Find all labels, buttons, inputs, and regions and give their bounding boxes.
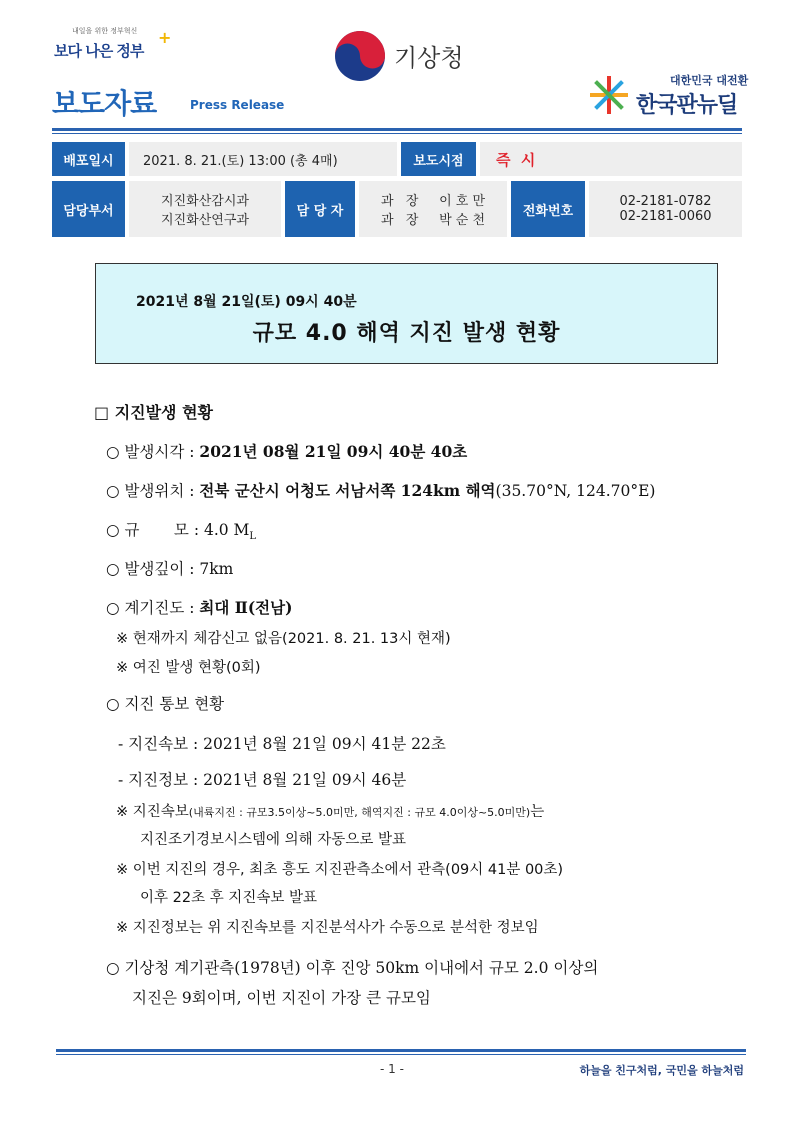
note-first-detection: ※ 이번 지진의 경우, 최초 흥도 지진관측소에서 관측(09시 41분 00초) [116,862,564,878]
release-time-label: 배포일시 [52,142,125,176]
note-aftershocks: ※ 여진 발생 현황(0회) [116,660,261,676]
phone-value [589,181,742,237]
notification-heading: ○ 지진 통보 현황 [106,695,225,713]
headline-datetime: 2021년 8월 21일(토) 09시 40분 [136,294,357,310]
agency-name: 기상청 [394,44,464,72]
release-time-value: 2021. 8. 21.(토) 13:00 (총 4매) [129,142,397,176]
magnitude-scale: L [249,531,257,543]
footer-divider [56,1049,746,1052]
page-number: - 1 - [380,1062,404,1076]
depth [106,557,233,579]
occurrence-location [106,479,655,501]
new-deal-mark-icon [588,74,630,116]
location-value: 전북 군산시 어청도 서남서쪽 124km 해역 [199,481,496,500]
gov-slogan-small: 내일을 위한 정부혁신 [72,27,138,35]
header-divider-thin [52,133,742,134]
taegeuk-emblem-icon [334,30,386,82]
note-no-reports: ※ 현재까지 체감신고 없음(2021. 8. 21. 13시 현재) [116,631,451,647]
department-2: 지진화산연구과 [161,213,249,228]
magnitude [106,518,256,542]
headline-title: 규모 4.0 해역 지진 발생 현황 [252,321,561,346]
note-quick-report-criteria [116,800,544,821]
note-first-detection-2: 이후 22초 후 지진속보 발표 [140,890,317,906]
magnitude-value: 4.0 M [203,521,250,539]
note-quick-report-system: 지진조기경보시스템에 의해 자동으로 발표 [140,832,406,848]
new-deal-name: 한국판뉴딜 [636,93,738,118]
plus-icon: + [158,28,172,47]
phone-1: 02-2181-0782 [619,194,712,209]
notification-info-report: - 지진정보 : 2021년 8월 21일 09시 46분 [118,771,407,789]
note3-criteria: (내륙지진 : 규모3.5이상~5.0미만, 해역지진 : 규모 4.0이상~5.0미만) [188,806,531,819]
contact-2: 과 장 박 순 천 [380,213,486,228]
intensity-value: 최대 Ⅱ(전남) [199,598,293,617]
instrumental-intensity [106,596,292,618]
new-deal-tagline: 대한민국 대전환 [670,74,749,87]
department-value [129,181,281,237]
phone-label: 전화번호 [511,181,585,237]
occurrence-time [106,440,467,462]
department-1: 지진화산감시과 [161,194,249,209]
press-release-title: 보도자료 [52,87,157,120]
press-release-en: Press Release [190,98,285,112]
intensity-label: ○ 계기진도 : [106,599,200,617]
contact-value [359,181,507,237]
headline-box [95,263,718,364]
occurrence-time-label: ○ 발생시각 : [106,443,200,461]
embargo-value: 즉 시 [480,142,742,176]
footer-slogan: 하늘을 친구처럼, 국민을 하늘처럼 [579,1064,744,1077]
department-label: 담당부서 [52,181,125,237]
embargo-label: 보도시점 [401,142,476,176]
footer-divider-thin [56,1054,746,1055]
depth-label: ○ 발생깊이 : [106,560,200,578]
note3-suffix: 는 [530,804,545,820]
occurrence-time-value: 2021년 08월 21일 09시 40분 40초 [199,442,468,461]
note-info-report: ※ 지진정보는 위 지진속보를 지진분석사가 수동으로 분석한 정보임 [116,920,539,936]
korean-new-deal-logo [588,70,749,118]
historical-note: ○ 기상청 계기관측(1978년) 이후 진앙 50km 이내에서 규모 2.0 이상의 [106,959,599,977]
location-label: ○ 발생위치 : [106,482,200,500]
header-divider [52,128,742,131]
contact-1: 과 장 이 호 만 [380,194,486,209]
note3-prefix: ※ 지진속보 [116,804,189,820]
notification-quick-report: - 지진속보 : 2021년 8월 21일 09시 41분 22초 [118,735,446,753]
section-heading: □ 지진발생 현황 [94,403,213,422]
contact-label: 담 당 자 [285,181,355,237]
magnitude-label: ○ 규 모 : [106,521,204,539]
location-coords: (35.70°N, 124.70°E) [495,482,656,500]
depth-value: 7km [199,560,234,578]
historical-note-2: 지진은 9회이며, 이번 지진이 가장 큰 규모임 [132,989,431,1007]
phone-2: 02-2181-0060 [619,209,712,224]
gov-slogan-big: 보다 나은 정부 [54,42,144,60]
